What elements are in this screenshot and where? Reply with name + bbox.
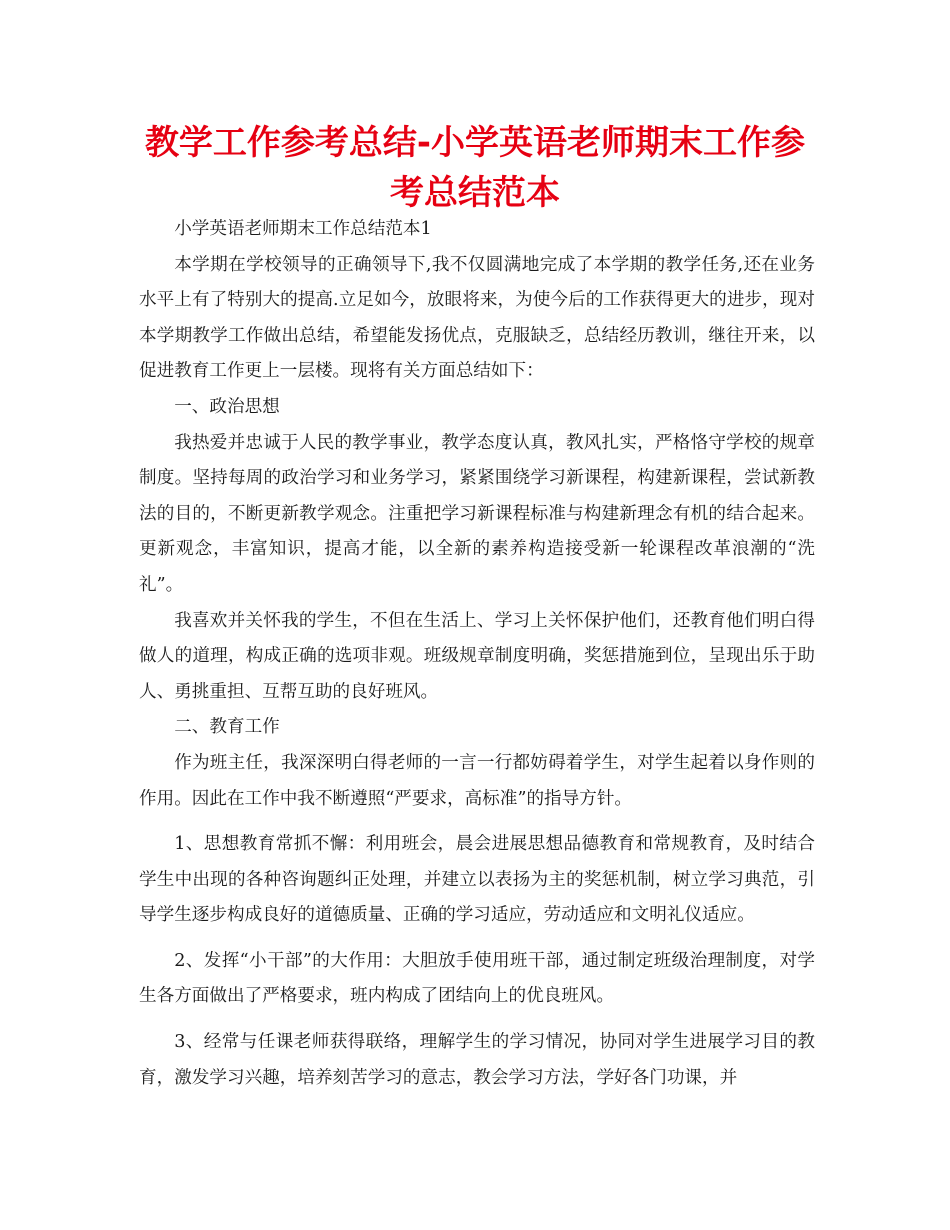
- document-body: [139, 212, 815, 1096]
- heading-politics: 一、政治思想: [174, 396, 280, 417]
- paragraph-politics: 我热爱并忠诚于人民的教学事业，教学态度认真，教风扎实，严格恪守学校的规章制度。坚持每周的政治学习和业务学习，紧紧围绕学习新课程，构建新课程，尝试新教法的目的，不断更新教学观念。注重把学习新课程标准与构建新理念有机的结合起来。更新观念，丰富知识，提高才能，以全新的素养构造接受新一轮课程改革浪潮的“洗礼”。: [139, 432, 815, 595]
- paragraph-item-1: 1、思想教育常抓不懈：利用班会，晨会进展思想品德教育和常规教育，及时结合学生中出现的各种咨询题纠正处理，并建立以表扬为主的奖惩机制，树立学习典范，引导学生逐步构成良好的道德质量、正确的学习适应，劳动适应和文明礼仪适应。: [139, 834, 815, 926]
- document-title: 教学工作参考总结-小学英语老师期末工作参考总结范本: [144, 123, 806, 213]
- paragraph-item-2: 2、发挥“小干部”的大作用：大胆放手使用班干部，通过制定班级治理制度，对学生各方面做出了严格要求，班内构成了团结向上的优良班风。: [139, 950, 815, 1007]
- paragraph-head-teacher: 作为班主任，我深深明白得老师的一言一行都妨碍着学生，对学生起着以身作则的作用。因此在工作中我不断遵照“严要求，高标准”的指导方针。: [139, 752, 815, 809]
- paragraph-care: 我喜欢并关怀我的学生，不但在生活上、学习上关怀保护他们，还教育他们明白得做人的道理，构成正确的选项非观。班级规章制度明确，奖惩措施到位，呈现出乐于助人、勇挑重担、互帮互助的良好班风。: [139, 610, 815, 702]
- heading-education: 二、教育工作: [174, 717, 280, 738]
- paragraph-item-3: 3、经常与任课老师获得联络，理解学生的学习情况，协同对学生进展学习目的教育，激发学习兴趣，培养刻苦学习的意志，教会学习方法，学好各门功课，并: [139, 1032, 815, 1088]
- section-subtitle: 小学英语老师期末工作总结范本1: [174, 219, 432, 239]
- paragraph-intro: 本学期在学校领导的正确领导下,我不仅圆满地完成了本学期的教学任务,还在业务水平上有了特别大的提高.立足如今，放眼将来，为使今后的工作获得更大的进步，现对本学期教学工作做出总结，希望能发扬优点，克服缺乏，总结经历教训，继往开来，以促进教育工作更上一层楼。现将有关方面总结如下：: [139, 254, 815, 382]
